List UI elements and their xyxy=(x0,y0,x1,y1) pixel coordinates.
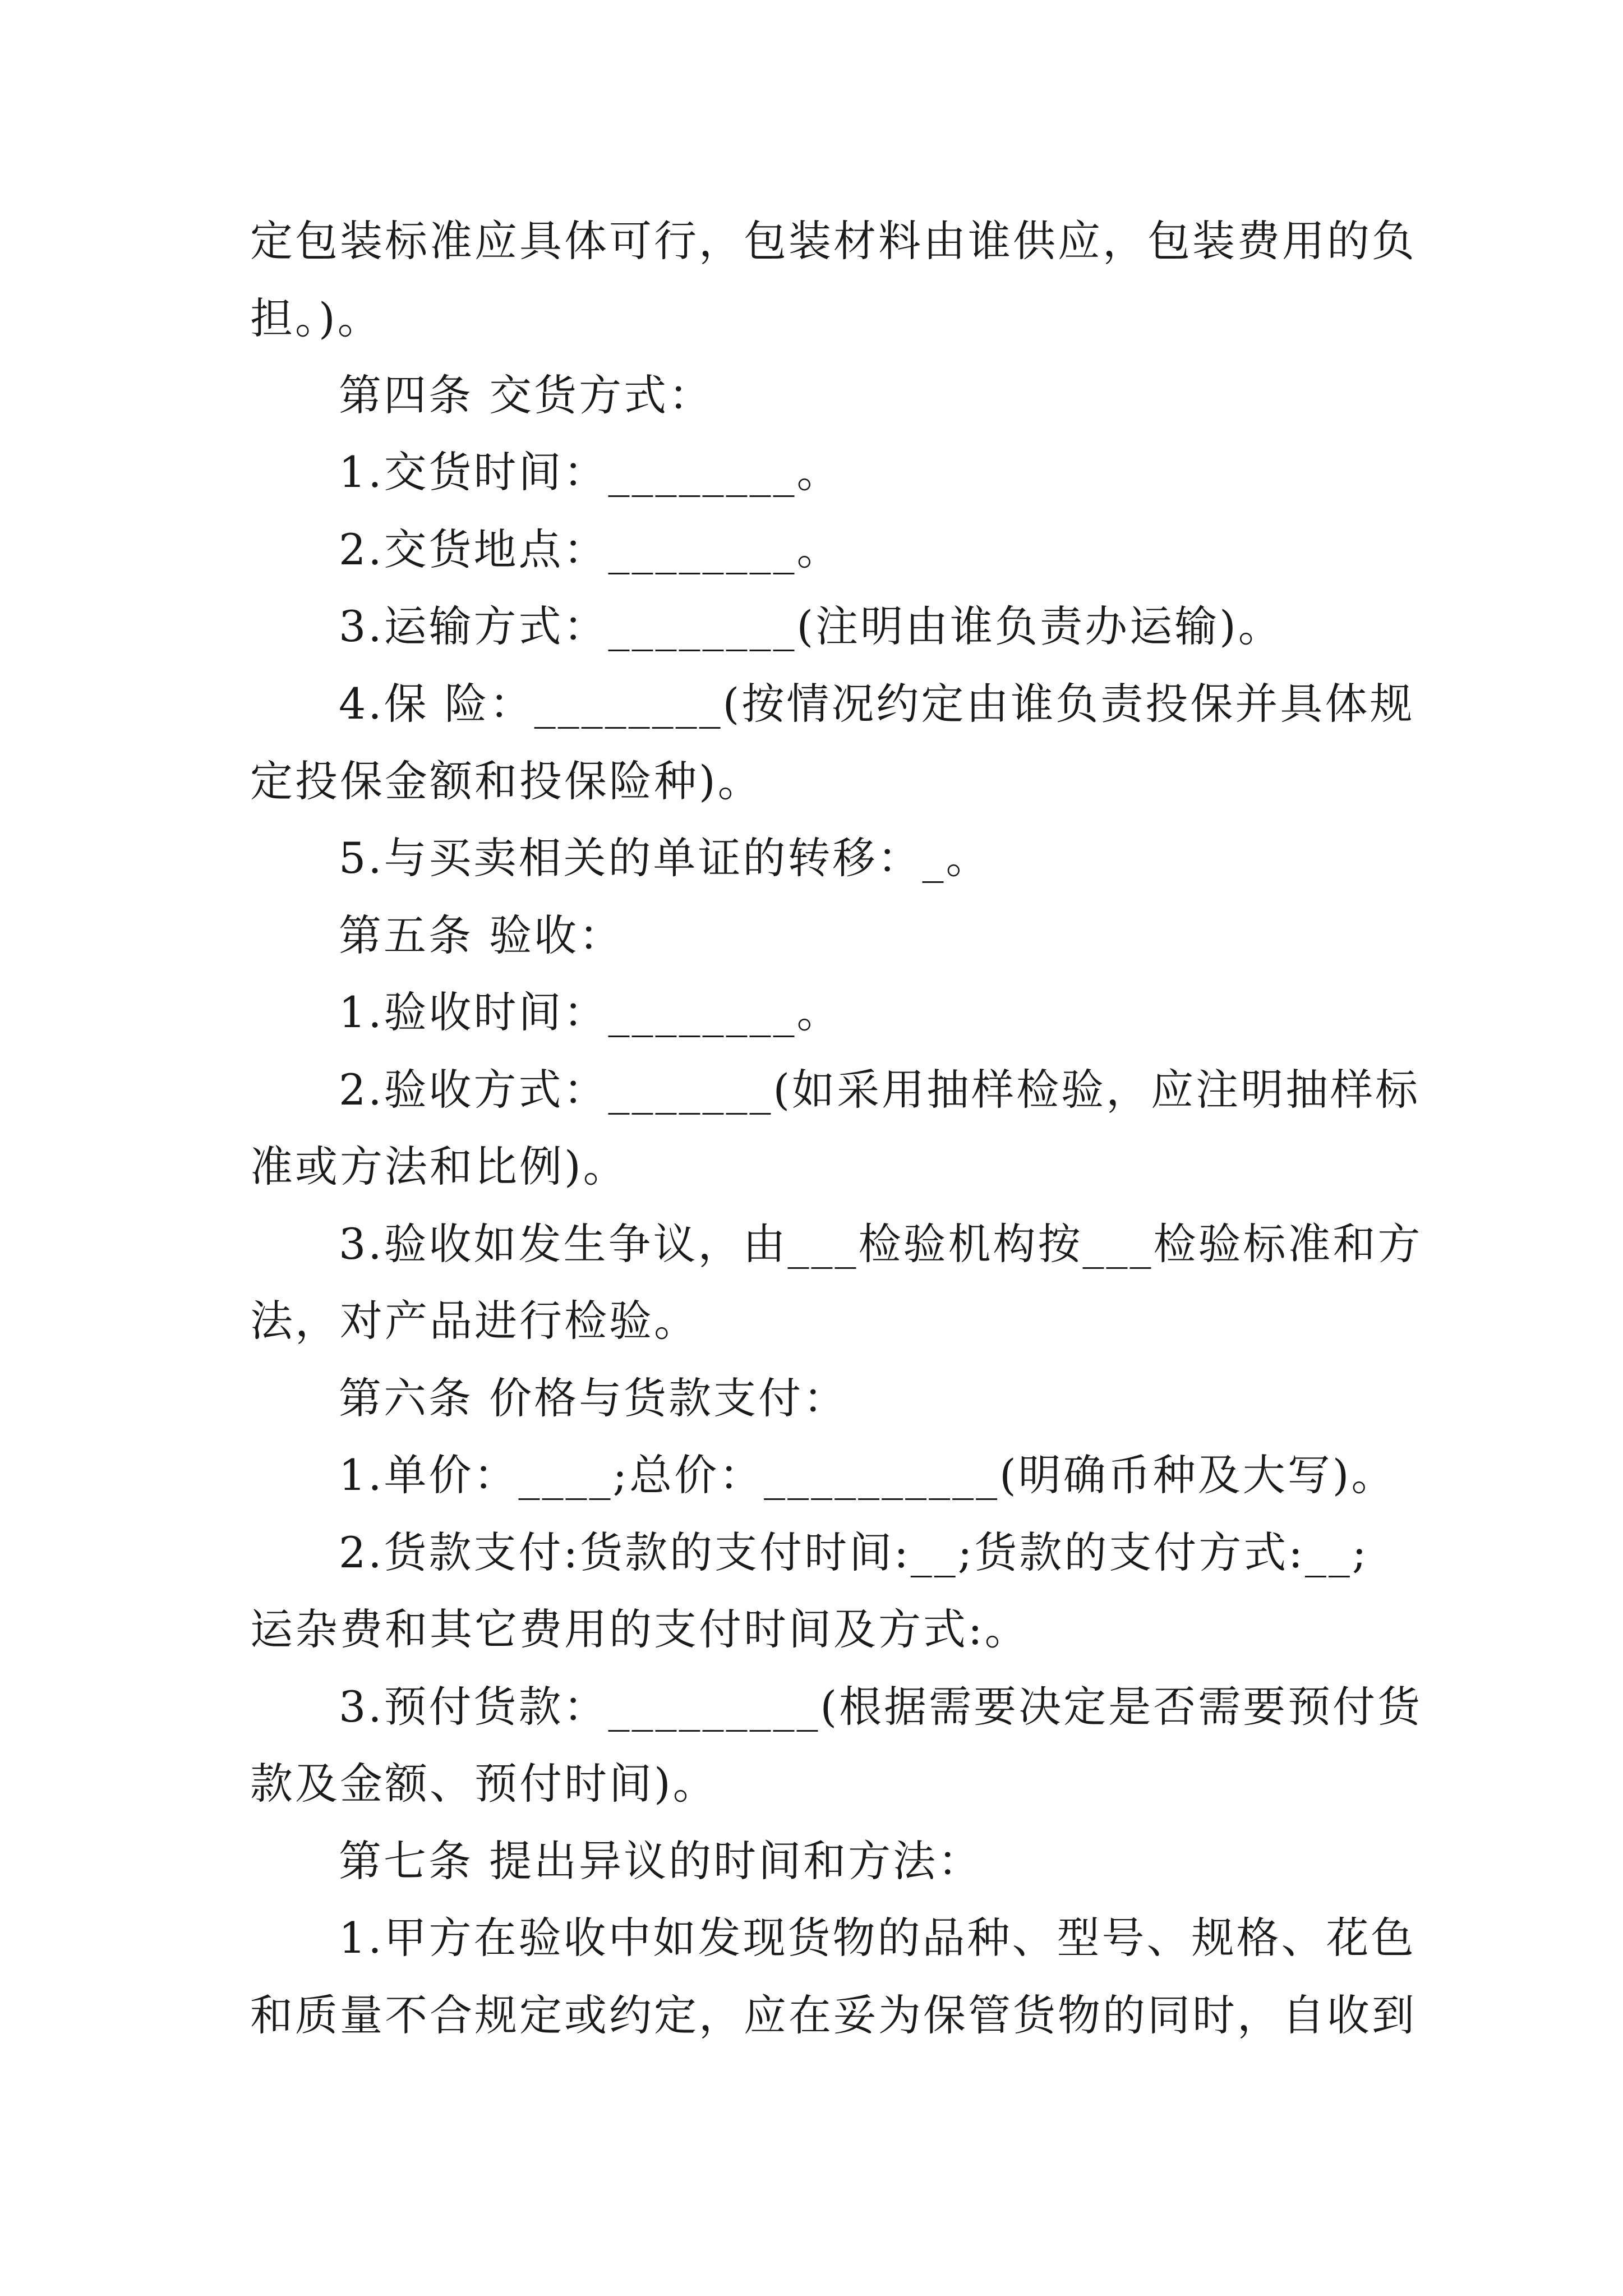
text-line: 款及金额、预付时间)。 xyxy=(250,1759,718,1809)
text-line: 和质量不合规定或约定，应在妥为保管货物的同时，自收到 xyxy=(250,1990,1417,2040)
text-line: 定投保金额和投保险种)。 xyxy=(250,756,763,806)
text-line: 法，对产品进行检验。 xyxy=(250,1296,699,1346)
text-line: 运杂费和其它费用的支付时间及方式:。 xyxy=(250,1604,1030,1654)
text-line: 4.保 险：________(按情况约定由谁负责投保并具体规 xyxy=(339,679,1415,729)
text-line: 2.货款支付:货款的支付时间:__;货款的支付方式:__; xyxy=(339,1527,1369,1577)
text-line: 2.验收方式：_______(如采用抽样检验，应注明抽样标 xyxy=(339,1065,1421,1115)
text-line: 3.运输方式：________(注明由谁负责办运输)。 xyxy=(339,601,1283,651)
text-line: 5.与买卖相关的单证的转移：_。 xyxy=(339,833,991,883)
section-heading: 第四条 交货方式： xyxy=(339,370,714,420)
text-line: 3.验收如发生争议，由___检验机构按___检验标准和方 xyxy=(339,1219,1423,1269)
section-heading: 第七条 提出异议的时间和方法： xyxy=(339,1836,983,1886)
text-line: 1.交货时间：________。 xyxy=(339,447,842,497)
text-line: 1.甲方在验收中如发现货物的品种、型号、规格、花色 xyxy=(339,1913,1416,1963)
text-line: 定包装标准应具体可行，包装材料由谁供应，包装费用的负 xyxy=(250,216,1417,266)
section-heading: 第五条 验收： xyxy=(339,910,624,960)
text-line: 1.验收时间：________。 xyxy=(339,987,842,1037)
text-line: 准或方法和比例)。 xyxy=(250,1142,628,1191)
text-line: 担。)。 xyxy=(250,293,382,343)
text-line: 2.交货地点：________。 xyxy=(339,524,842,574)
section-heading: 第六条 价格与货款支付： xyxy=(339,1373,849,1423)
text-line: 1.单价：____;总价：__________(明确币种及大写)。 xyxy=(339,1450,1396,1500)
text-line: 3.预付货款：_________(根据需要决定是否需要预付货 xyxy=(339,1682,1423,1732)
